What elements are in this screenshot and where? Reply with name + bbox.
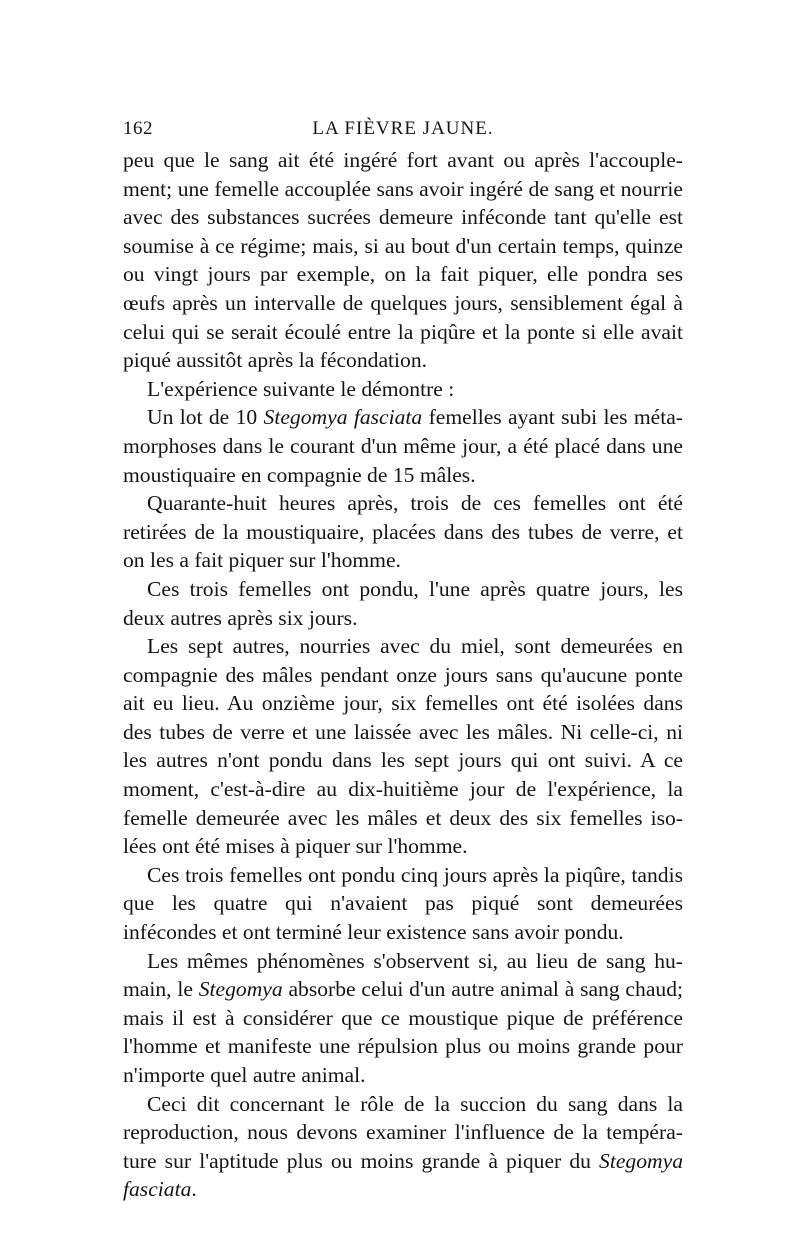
- running-title: LA FIÈVRE JAUNE.: [312, 118, 494, 139]
- paragraph: [123, 861, 683, 947]
- paragraph: [123, 1090, 683, 1204]
- paragraph-text: Ces trois femelles ont pondu, l'une après quatre jours, les deux autres après six jours.: [123, 576, 683, 630]
- running-head: [123, 112, 683, 146]
- paragraph-text: Un lot de 10: [147, 405, 264, 430]
- body-text: [123, 146, 683, 1204]
- paragraph-text: L'expérience suivante le démontre :: [147, 376, 455, 401]
- paragraph: [123, 375, 683, 404]
- paragraph: [123, 575, 683, 632]
- paragraph-text: Quarante-huit heures après, trois de ces femelles ont été retirées de la moustiquaire, placées dans des tubes de verre, et on les a fait piquer sur l'homme.: [123, 491, 683, 573]
- paragraph-text: femelles ayant subi les méta-morphoses dans le courant d'un même jour, a été placé dans une moustiquaire en compagnie de 15 mâles.: [123, 405, 683, 487]
- paragraph-text: Les sept autres, nourries avec du miel, sont demeurées en compagnie des mâles pendant onze jours sans qu'aucune ponte ait eu lieu. Au onzième jour, six femelles ont été isolées dans des tubes de verre et une laissée avec les mâles. Ni celle-ci, ni les autres n'ont pondu dans les sept jours qui ont suivi. A ce moment, c'est-à-dire au dix-huitième jour de l'expérience, la femelle demeurée avec les mâles et deux des six femelles iso-lées ont été mises à piquer sur l'homme.: [123, 634, 683, 859]
- species-name: Stegomya fasciata: [263, 405, 423, 430]
- paragraph-text: Les mêmes phénomènes s'observent si, au lieu de sang hu-main, le: [123, 948, 683, 1002]
- species-name: Stegomya: [198, 977, 283, 1002]
- species-name: Stegomya fasciata: [123, 1148, 683, 1202]
- paragraph: [123, 146, 683, 375]
- paragraph-text: Ceci dit concernant le rôle de la succion du sang dans la reproduction, nous devons examiner l'influence de la tempéra-ture sur l'aptitude plus ou moins grande à piquer du: [123, 1091, 683, 1173]
- paragraph: [123, 403, 683, 489]
- paragraph-text: absorbe celui d'un autre animal à sang chaud; mais il est à considérer que ce moustique pique de préférence l'homme et manifeste une répulsion plus ou moins grande pour n'importe quel autre animal.: [123, 977, 683, 1087]
- page-number: 162: [123, 118, 153, 139]
- paragraph-text: .: [191, 1177, 197, 1202]
- paragraph: [123, 947, 683, 1090]
- book-page: [123, 112, 683, 1204]
- paragraph-text: peu que le sang ait été ingéré fort avant ou après l'accouple-ment; une femelle accouplée sans avoir ingéré de sang et nourrie avec des substances sucrées demeure inféconde tant qu'elle est soumise à ce régime; mais, si au bout d'un certain temps, quinze ou vingt jours par exemple, on la fait piquer, elle pondra ses œufs après un intervalle de quelques jours, sensiblement égal à celui qui se serait écoulé entre la piqûre et la ponte si elle avait piqué aussitôt après la fécondation.: [123, 148, 683, 373]
- paragraph: [123, 489, 683, 575]
- paragraph: [123, 632, 683, 861]
- paragraph-text: Ces trois femelles ont pondu cinq jours après la piqûre, tandis que les quatre qui n'avaient pas piqué sont demeurées infécondes et ont terminé leur existence sans avoir pondu.: [123, 862, 683, 945]
